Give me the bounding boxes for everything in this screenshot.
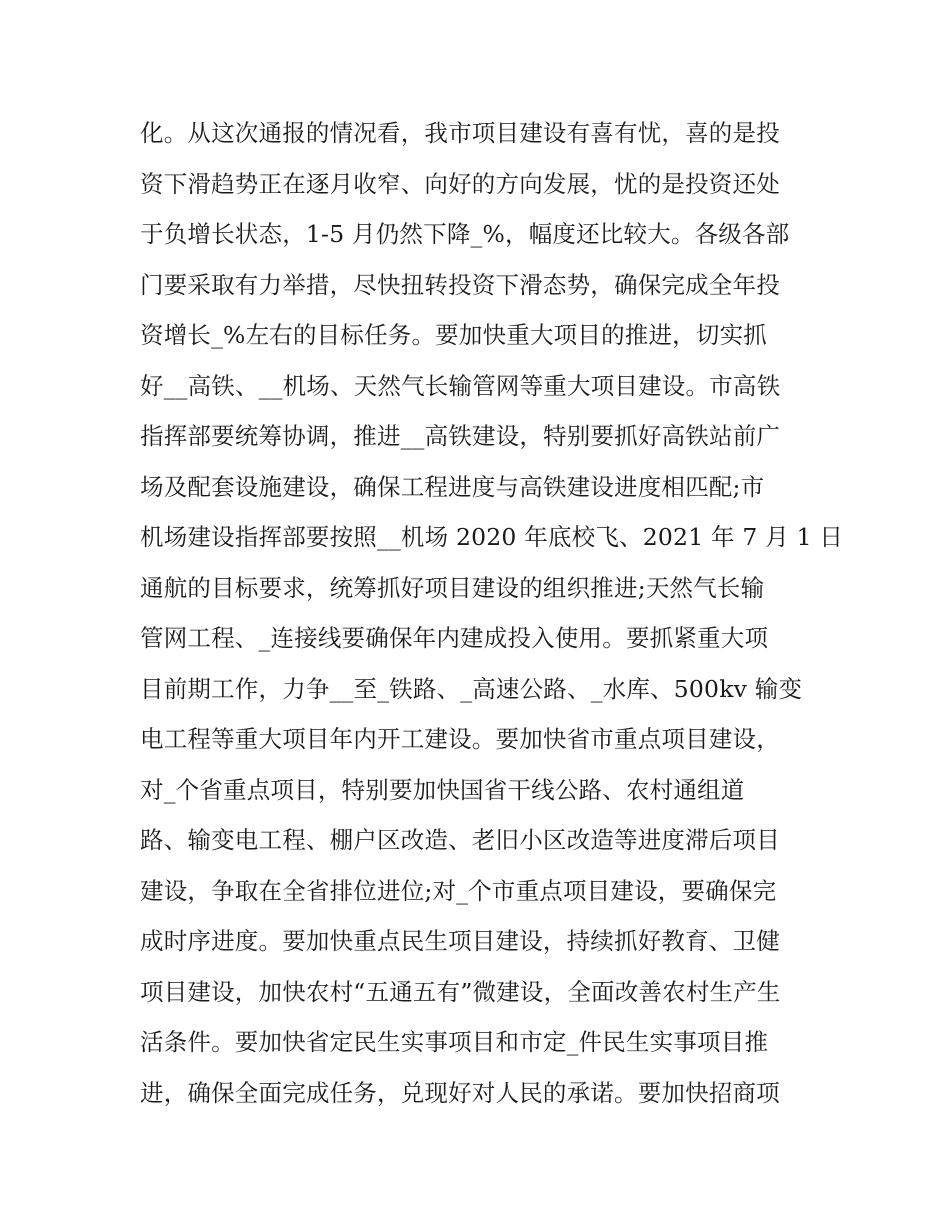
- text-line: 资增长_%左右的目标任务。要加快重大项目的推进，切实抓: [140, 321, 767, 349]
- text-line: 好__高铁、__机场、天然气长输管网等重大项目建设。市高铁: [140, 371, 781, 400]
- text-line: 成时序进度。要加快重点民生项目建设，持续抓好教育、卫健: [140, 927, 780, 955]
- text-line: 活条件。要加快省定民生实事项目和市定_件民生实事项目推: [140, 1028, 769, 1056]
- text-line: 通航的目标要求，统筹抓好项目建设的组织推进;天然气长输: [140, 573, 765, 602]
- text-line: 路、输变电工程、棚户区改造、老旧小区改造等进度滞后项目: [140, 826, 780, 854]
- text-line: 资下滑趋势正在逐月收窄、向好的方向发展，忧的是投资还处: [140, 169, 780, 198]
- text-line: 场及配套设施建设，确保工程进度与高铁建设进度相匹配;市: [140, 472, 765, 501]
- text-line: 指挥部要统筹协调，推进__高铁建设，特别要抓好高铁站前广: [140, 422, 781, 450]
- text-line: 电工程等重大项目年内开工建设。要加快省市重点项目建设，: [140, 725, 780, 753]
- text-line: 机场建设指挥部要按照__机场 2020 年底校飞、2021 年 7 月 1 日: [140, 523, 844, 551]
- text-line: 门要采取有力举措，尽快扭转投资下滑态势，确保完成全年投: [140, 270, 780, 299]
- text-line: 对_个省重点项目，特别要加快国省干线公路、农村通组道: [140, 775, 745, 804]
- text-line: 项目建设，加快农村“五通五有”微建设，全面改善农村生产生: [140, 977, 781, 1006]
- text-line: 目前期工作，力争__至_铁路、_高速公路、_水库、500kv 输变: [140, 674, 803, 703]
- text-line: 化。从这次通报的情况看，我市项目建设有喜有忧，喜的是投: [140, 119, 780, 147]
- text-line: 建设，争取在全省排位进位;对_个市重点项目建设，要确保完: [140, 876, 777, 905]
- body-paragraph: [140, 108, 844, 1118]
- text-line: 进，确保全面完成任务，兑现好对人民的承诺。要加快招商项: [140, 1078, 780, 1107]
- text-line: 管网工程、_连接线要确保年内建成投入使用。要抓紧重大项: [140, 624, 769, 652]
- text-line: 于负增长状态，1-5 月仍然下降_%，幅度还比较大。各级各部: [140, 220, 790, 248]
